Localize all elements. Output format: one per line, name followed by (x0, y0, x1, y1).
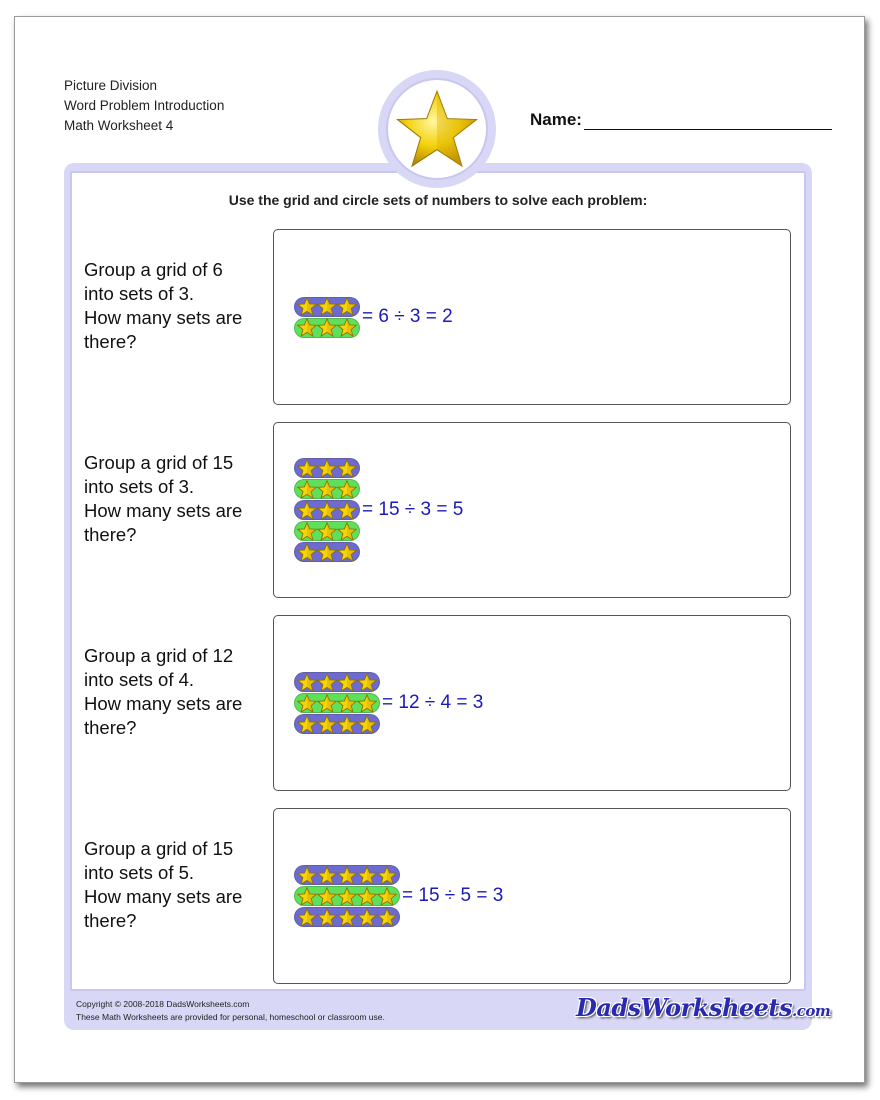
answer-content (294, 230, 453, 404)
star-icon (337, 715, 357, 734)
star-icon (357, 694, 377, 713)
star-icon (297, 480, 317, 499)
question-line: How many sets are (84, 693, 243, 714)
question-line: How many sets are (84, 886, 243, 907)
question-line: Group a grid of 15 (84, 452, 234, 473)
question-line: into sets of 4. (84, 669, 195, 690)
question-line: How many sets are (84, 307, 243, 328)
footer (76, 998, 385, 1024)
instruction-text: Use the grid and circle sets of numbers to solve each problem: (228, 192, 648, 208)
name-label: Name: (530, 110, 582, 129)
star-group-pill (294, 500, 360, 520)
star-icon (297, 715, 317, 734)
answer-box[interactable] (273, 229, 791, 405)
question-line: into sets of 3. (84, 476, 195, 497)
star-icon (357, 866, 377, 885)
star-icon (317, 715, 337, 734)
star-icon (317, 522, 337, 541)
problem-question (84, 258, 269, 354)
star-group-pill (294, 521, 360, 541)
star-group-pill (294, 886, 400, 906)
name-field[interactable] (530, 110, 832, 130)
star-icon (337, 543, 357, 562)
star-group-pill (294, 542, 360, 562)
star-icon (297, 887, 317, 906)
star-icon (297, 866, 317, 885)
division-equation: = 6 ÷ 3 = 2 (362, 306, 453, 327)
star-icon (297, 501, 317, 520)
star-icon (357, 673, 377, 692)
star-icon (317, 887, 337, 906)
star-icon (317, 908, 337, 927)
answer-content (294, 809, 503, 983)
name-line[interactable] (584, 112, 832, 130)
star-icon (297, 318, 317, 337)
answer-box[interactable] (273, 808, 791, 984)
star-icon (317, 673, 337, 692)
star-icon (317, 318, 337, 337)
star-group-pill (294, 672, 380, 692)
star-icon (317, 459, 337, 478)
star-group-pill (294, 458, 360, 478)
gold-star-icon (394, 86, 480, 172)
star-icon (297, 673, 317, 692)
star-icon (337, 694, 357, 713)
copyright-text: Copyright © 2008-2018 DadsWorksheets.com (76, 999, 250, 1009)
dadsworksheets-logo: DadsWorksheets.com (576, 993, 831, 1022)
star-icon (337, 522, 357, 541)
question-line: Group a grid of 6 (84, 259, 223, 280)
question-line: there? (84, 910, 137, 931)
question-line: there? (84, 331, 137, 352)
star-icon (317, 694, 337, 713)
star-groups (294, 672, 380, 734)
question-line: into sets of 3. (84, 283, 195, 304)
star-icon (377, 887, 397, 906)
star-icon (297, 459, 317, 478)
star-icon (337, 887, 357, 906)
star-icon (357, 908, 377, 927)
division-equation: = 15 ÷ 3 = 5 (362, 499, 464, 520)
question-line: How many sets are (84, 500, 243, 521)
star-group-pill (294, 297, 360, 317)
worksheet-header (64, 76, 224, 136)
star-group-pill (294, 907, 400, 927)
star-icon (377, 908, 397, 927)
question-line: there? (84, 717, 137, 738)
star-icon (337, 673, 357, 692)
question-line: Group a grid of 15 (84, 838, 234, 859)
division-equation: = 15 ÷ 5 = 3 (402, 885, 504, 906)
answer-content (294, 616, 483, 790)
star-icon (317, 543, 337, 562)
star-icon (377, 866, 397, 885)
star-group-pill (294, 714, 380, 734)
header-title: Picture Division (64, 78, 158, 93)
question-line: there? (84, 524, 137, 545)
star-icon (357, 715, 377, 734)
star-groups (294, 458, 360, 562)
star-icon (297, 543, 317, 562)
question-line: into sets of 5. (84, 862, 195, 883)
division-equation: = 12 ÷ 4 = 3 (382, 692, 484, 713)
star-group-pill (294, 865, 400, 885)
star-icon (337, 501, 357, 520)
question-line: Group a grid of 12 (84, 645, 234, 666)
header-worksheet-number: Math Worksheet 4 (64, 118, 174, 133)
answer-content (294, 423, 463, 597)
star-icon (297, 694, 317, 713)
answer-box[interactable] (273, 422, 791, 598)
header-subtitle: Word Problem Introduction (64, 98, 225, 113)
star-group-pill (294, 693, 380, 713)
star-icon (337, 908, 357, 927)
star-icon (297, 522, 317, 541)
star-icon (317, 501, 337, 520)
star-icon (317, 297, 337, 316)
star-icon (297, 297, 317, 316)
usage-notice: These Math Worksheets are provided for personal, homeschool or classroom use. (76, 1012, 385, 1022)
star-group-pill (294, 479, 360, 499)
star-icon (357, 887, 377, 906)
star-icon (337, 866, 357, 885)
problem-question (84, 837, 269, 933)
star-icon (337, 318, 357, 337)
star-icon (317, 866, 337, 885)
star-icon (297, 908, 317, 927)
problem-question (84, 451, 269, 547)
star-groups (294, 297, 360, 338)
star-groups (294, 865, 400, 927)
star-icon (337, 459, 357, 478)
star-icon (337, 480, 357, 499)
answer-box[interactable] (273, 615, 791, 791)
star-icon (337, 297, 357, 316)
problem-question (84, 644, 269, 740)
star-icon (317, 480, 337, 499)
star-group-pill (294, 318, 360, 338)
